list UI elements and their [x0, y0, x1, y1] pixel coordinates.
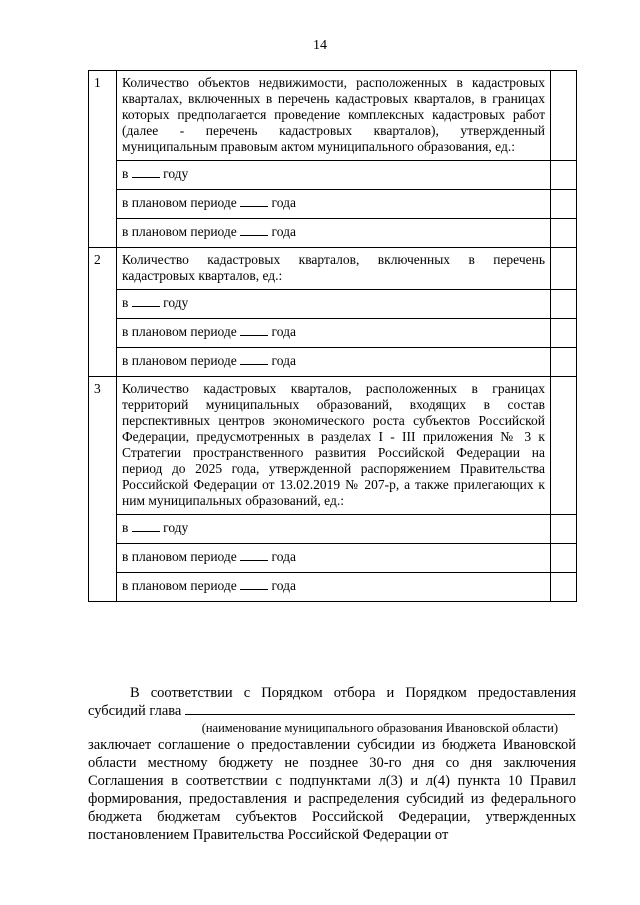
period-prefix: в плановом периоде: [122, 224, 237, 239]
period-label: [117, 544, 551, 573]
value-cell: [551, 71, 577, 161]
blank-line: [240, 577, 268, 590]
field-caption: (наименование муниципального образования Ивановской области): [201, 721, 558, 735]
row-description: Количество объектов недвижимости, расположенных в кадастровых кварталах, включенных в перечень кадастровых кварталов, в границах которых предполагается проведение комплексных кадастровых работ (далее - перечень кадастровых кварталов), утвержденный муниципальным правовым актом муниципального образования, ед.:: [117, 71, 551, 161]
period-suffix: году: [163, 166, 189, 181]
table-row: [89, 161, 577, 190]
period-suffix: году: [163, 295, 189, 310]
value-cell: [551, 219, 577, 248]
row-number: 1: [89, 71, 117, 248]
period-prefix: в плановом периоде: [122, 549, 237, 564]
value-cell: [551, 515, 577, 544]
period-label: [117, 190, 551, 219]
period-suffix: года: [271, 353, 296, 368]
period-suffix: года: [271, 578, 296, 593]
row-description: Количество кадастровых кварталов, включенных в перечень кадастровых кварталов, ед.:: [117, 248, 551, 290]
period-label: [117, 515, 551, 544]
blank-line: [132, 294, 160, 307]
value-cell: [551, 161, 577, 190]
period-label: [117, 573, 551, 602]
value-cell: [551, 190, 577, 219]
value-cell: [551, 248, 577, 290]
period-prefix: в плановом периоде: [122, 353, 237, 368]
period-prefix: в: [122, 295, 129, 310]
blank-line: [132, 165, 160, 178]
blank-line: [240, 548, 268, 561]
table-row: [89, 319, 577, 348]
blank-line: [240, 194, 268, 207]
period-suffix: года: [271, 549, 296, 564]
table-row: [89, 190, 577, 219]
paragraph: [88, 684, 576, 720]
blank-line: [132, 519, 160, 532]
paragraph-continuation: заключает соглашение о предоставлении субсидии из бюджета Ивановской области местному бюджету не позднее 30-го дня со дня заключения Соглашения в соответствии с подпунктами л(3) и л(4) пункта 10 Правил формирования, предоставления и распределения субсидий из федерального бюджета бюджетам субъектов Российской Федерации, утвержденных постановлением Правительства Российской Федерации от: [88, 737, 576, 843]
value-cell: [551, 319, 577, 348]
period-label: [117, 348, 551, 377]
row-number: 3: [89, 377, 117, 602]
period-prefix: в: [122, 166, 129, 181]
value-cell: [551, 377, 577, 515]
period-suffix: года: [271, 224, 296, 239]
row-description: Количество кадастровых кварталов, расположенных в границах территорий муниципальных образований, входящих в состав перспективных центров экономического роста субъектов Российской Федерации, предусмотренных в разделах I - III приложения № 3 к Стратегии пространственного развития Российской Федерации на период до 2025 года, утвержденной распоряжением Правительства Российской Федерации от 13.02.2019 № 207-р, а также прилегающих к ним муниципальных образований, ед.:: [117, 377, 551, 515]
period-label: [117, 319, 551, 348]
value-cell: [551, 348, 577, 377]
row-number: 2: [89, 248, 117, 377]
value-cell: [551, 290, 577, 319]
table-row: [89, 290, 577, 319]
period-suffix: года: [271, 324, 296, 339]
period-label: [117, 290, 551, 319]
page-number: 14: [313, 38, 327, 53]
indicator-table: [88, 70, 577, 602]
period-suffix: году: [163, 520, 189, 535]
period-label: [117, 219, 551, 248]
period-prefix: в: [122, 520, 129, 535]
period-prefix: в плановом периоде: [122, 578, 237, 593]
blank-line: [240, 223, 268, 236]
table-row: [89, 573, 577, 602]
value-cell: [551, 573, 577, 602]
blank-line: [240, 352, 268, 365]
value-cell: [551, 544, 577, 573]
table-row: [89, 348, 577, 377]
table-row: [89, 377, 577, 515]
table-row: [89, 544, 577, 573]
table-row: [89, 515, 577, 544]
period-label: [117, 161, 551, 190]
body-text: [88, 684, 576, 844]
table-row: [89, 248, 577, 290]
fill-line: [185, 702, 575, 715]
table-row: [89, 71, 577, 161]
blank-line: [240, 323, 268, 336]
table-row: [89, 219, 577, 248]
paragraph-start: В соответствии с Порядком отбора и Порядком предоставления субсидий глава: [88, 685, 576, 719]
period-prefix: в плановом периоде: [122, 195, 237, 210]
period-suffix: года: [271, 195, 296, 210]
period-prefix: в плановом периоде: [122, 324, 237, 339]
